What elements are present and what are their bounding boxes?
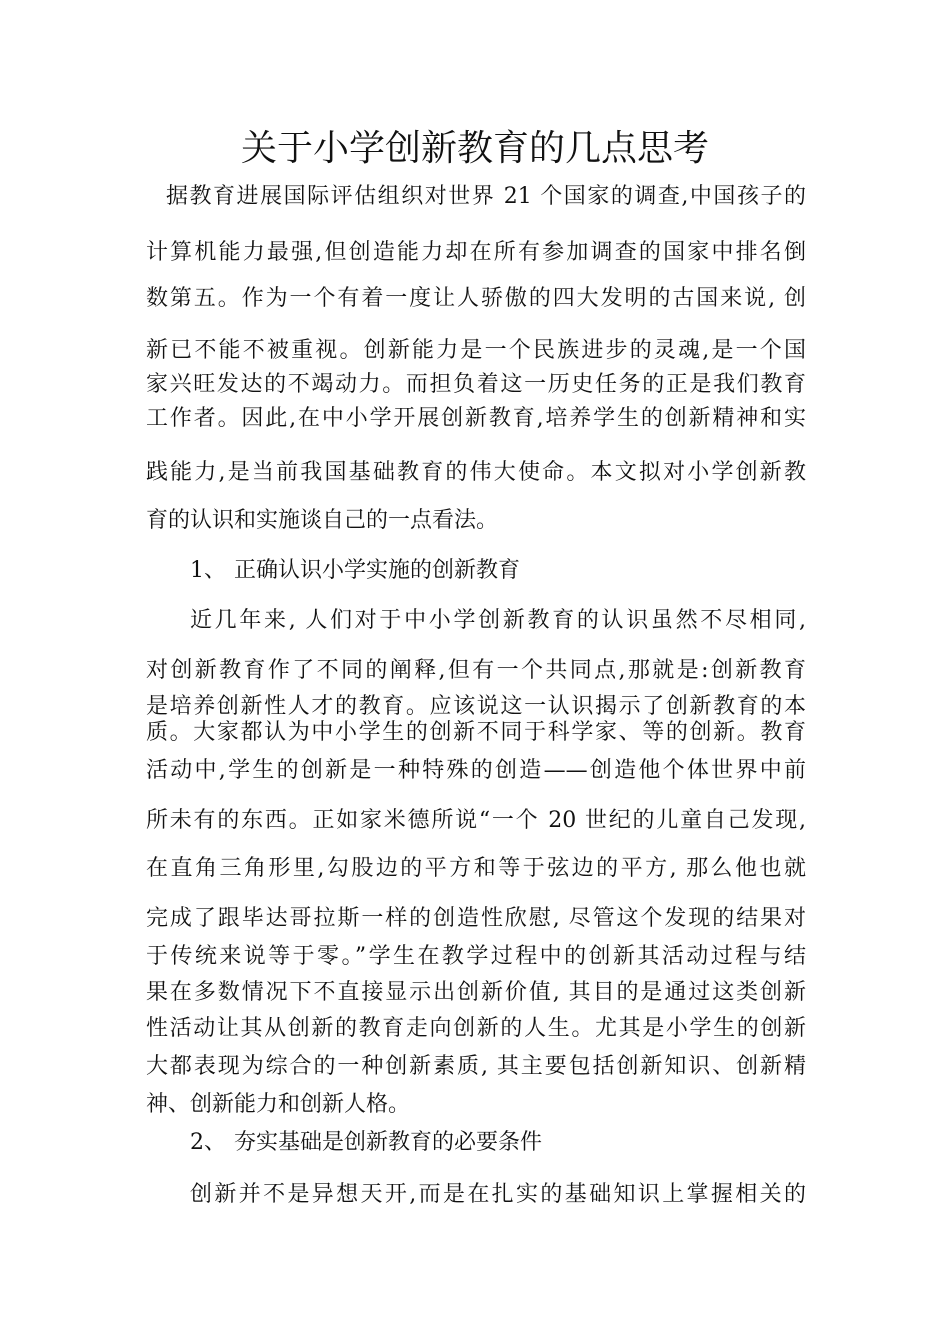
paragraph-line: 大都表现为综合的一种创新素质, 其主要包括创新知识、创新精 <box>146 1054 806 1079</box>
paragraph-line: 果在多数情况下不直接显示出创新价值, 其目的是通过这类创新 <box>146 980 806 1005</box>
paragraph-line: 据教育进展国际评估组织对世界 21 个国家的调查,中国孩子的 <box>166 184 806 209</box>
document-title: 关于小学创新教育的几点思考 <box>240 128 709 169</box>
paragraph-line: 性活动让其从创新的教育走向创新的人生。尤其是小学生的创新 <box>146 1016 806 1041</box>
paragraph-line: 家兴旺发达的不竭动力。而担负着这一历史任务的正是我们教育 <box>146 372 806 397</box>
paragraph-line: 神、创新能力和创新人格。 <box>146 1092 411 1117</box>
paragraph-line: 活动中,学生的创新是一种特殊的创造——创造他个体世界中前 <box>146 758 806 783</box>
paragraph-line: 所未有的东西。正如家米德所说“一个 20 世纪的儿童自己发现, <box>146 808 806 833</box>
section-heading-text: 夯实基础是创新教育的必要条件 <box>234 1130 543 1155</box>
paragraph-line: 育的认识和实施谈自己的一点看法。 <box>146 508 499 533</box>
paragraph-line: 工作者。因此,在中小学开展创新教育,培养学生的创新精神和实 <box>146 406 806 431</box>
paragraph-line: 数第五。作为一个有着一度让人骄傲的四大发明的古国来说, 创 <box>146 286 806 311</box>
paragraph-line: 对创新教育作了不同的阐释,但有一个共同点,那就是:创新教育 <box>146 658 806 683</box>
section-heading-2 <box>190 1128 542 1158</box>
paragraph-line: 创新并不是异想天开,而是在扎实的基础知识上掌握相关的 <box>190 1182 806 1207</box>
section-number: 2、 <box>190 1130 226 1155</box>
section-heading-1 <box>190 556 520 586</box>
paragraph-line: 近几年来, 人们对于中小学创新教育的认识虽然不尽相同, <box>190 608 806 633</box>
paragraph-line: 在直角三角形里,勾股边的平方和等于弦边的平方, 那么他也就 <box>146 856 806 881</box>
section-heading-text: 正确认识小学实施的创新教育 <box>234 558 521 583</box>
paragraph-line: 践能力,是当前我国基础教育的伟大使命。本文拟对小学创新教 <box>146 460 806 485</box>
section-number: 1、 <box>190 558 226 583</box>
paragraph-line: 质。大家都认为中小学生的创新不同于科学家、等的创新。教育 <box>146 720 806 745</box>
paragraph-line: 新已不能不被重视。创新能力是一个民族进步的灵魂,是一个国 <box>146 338 806 363</box>
paragraph-line: 计算机能力最强,但创造能力却在所有参加调查的国家中排名倒 <box>146 240 806 265</box>
paragraph-line: 完成了跟毕达哥拉斯一样的创造性欣慰, 尽管这个发现的结果对 <box>146 906 806 931</box>
paragraph-line: 是培养创新性人才的教育。应该说这一认识揭示了创新教育的本 <box>146 694 806 719</box>
paragraph-line: 于传统来说等于零。”学生在教学过程中的创新其活动过程与结 <box>146 944 806 969</box>
